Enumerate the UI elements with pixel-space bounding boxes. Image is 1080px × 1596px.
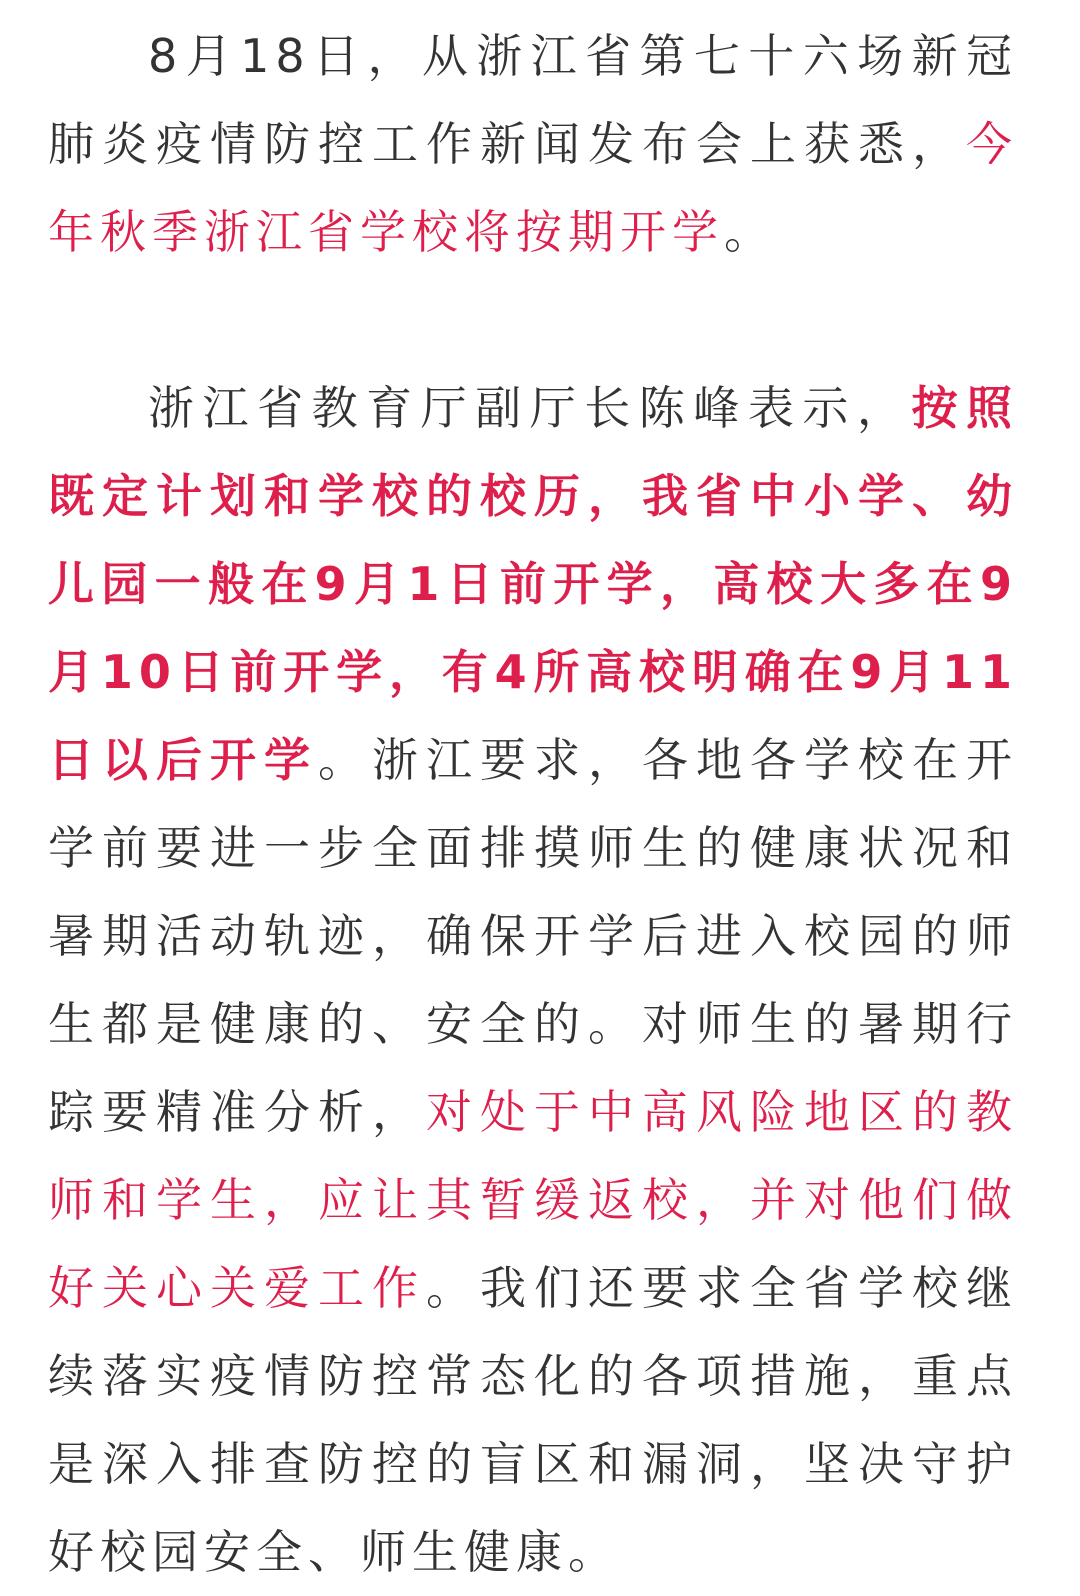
paragraph-2-end-text: 。我们还要求全省学校继续落实疫情防控常态化的各项措施，重点是深入排查防控的盲区和漏洞，坚决守护好校园安全、师生健康。: [48, 1261, 1018, 1579]
article-body: [48, 0, 1018, 1596]
highlight-opening-schedule: 按照既定计划和学校的校历，我省中小学、幼儿园一般在9月1日前开学，高校大多在9月10日前开学，有4所高校明确在9月11日以后开学: [48, 381, 1019, 787]
paragraph-school-opening: [48, 0, 1018, 276]
paragraph-1-intro-text: 8月18日，从浙江省第七十六场新冠肺炎疫情防控工作新闻发布会上获悉，: [48, 29, 1018, 171]
highlight-autumn-opening: 今年秋季浙江省学校将按期开学: [48, 117, 1018, 259]
paragraph-education-department: [48, 364, 1018, 1596]
paragraph-1-end-text: 。: [724, 205, 776, 259]
highlight-risk-area-policy: 对处于中高风险地区的教师和学生，应让其暂缓返校，并对他们做好关心关爱工作: [48, 1085, 1018, 1315]
paragraph-2-intro-text: 浙江省教育厅副厅长陈峰表示，: [148, 381, 912, 435]
paragraph-2-middle-text: 。浙江要求，各地各学校在开学前要进一步全面排摸师生的健康状况和暑期活动轨迹，确保开学后进入校园的师生都是健康的、安全的。对师生的暑期行踪要精准分析，: [48, 733, 1018, 1139]
